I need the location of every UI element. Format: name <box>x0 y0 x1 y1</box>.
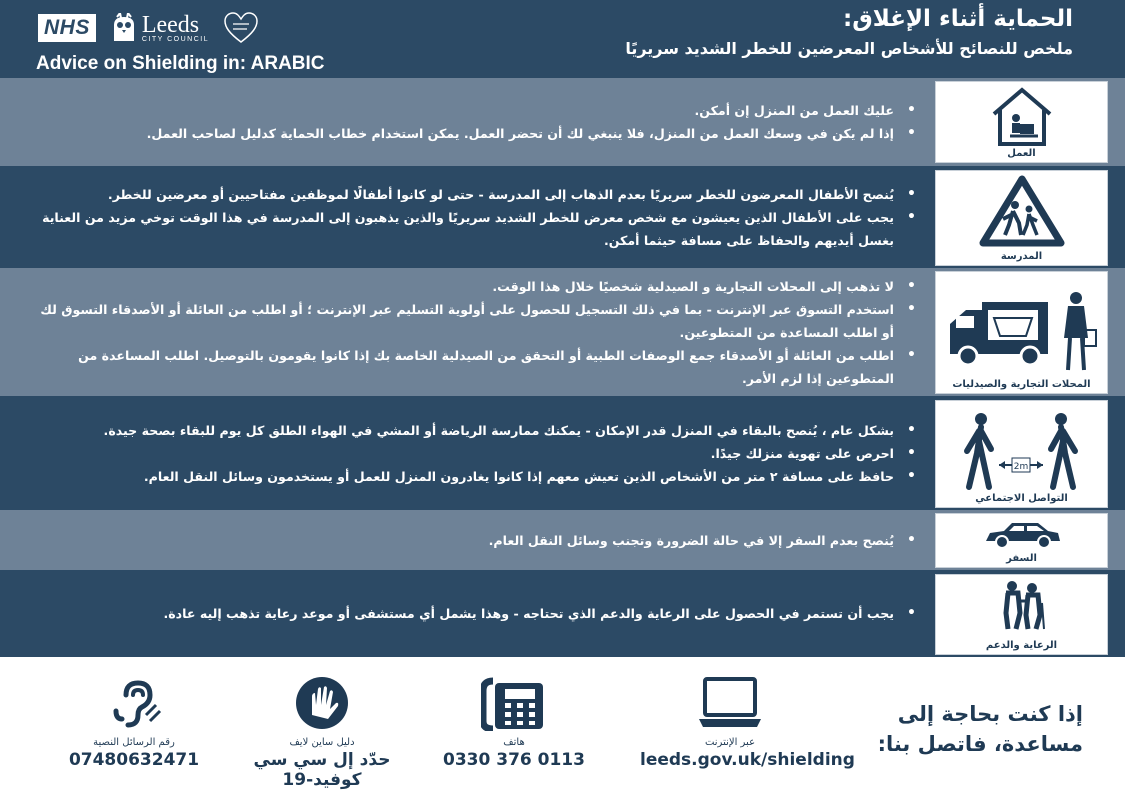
contact-signlive-value[interactable]: حدّد إل سي سي كوفيد-19 <box>253 750 391 790</box>
owl-crest-icon <box>110 13 138 43</box>
shops-list <box>40 275 920 390</box>
list-item: • إذا لم يكن في وسعك العمل من المنزل، فلا ينبغي لك أن تحضر العمل. يمكن استخدام خطاب الحماية كدليل لصاحب العمل. <box>40 122 920 145</box>
carers-icon <box>998 579 1046 631</box>
social-icon-box <box>935 400 1108 508</box>
telephone-icon <box>481 675 547 731</box>
list-item: • يُنصح الأطفال المعرضون للخطر سريريًا بعدم الذهاب إلى المدرسة - حتى لو كانوا أطفالًا لموظفين مفتاحيين أو معرضين للخطر. <box>40 183 920 206</box>
contact-text <box>44 675 224 770</box>
header <box>0 0 1125 78</box>
school-list <box>40 183 920 252</box>
section-school <box>0 166 1125 268</box>
work-label: العمل <box>1007 148 1036 159</box>
contact-signlive-label: دليل ساين لايف <box>289 737 355 748</box>
section-travel <box>0 510 1125 570</box>
delivery-truck-icon <box>942 284 1102 374</box>
cta-line-1: إذا كنت بحاجة إلى <box>897 702 1083 726</box>
travel-label: السفر <box>1006 553 1037 564</box>
section-care <box>0 570 1125 657</box>
list-item: • يُنصح بعدم السفر إلا في حالة الضرورة وتجنب وسائل النقل العام. <box>40 529 920 552</box>
leeds-name: Leeds <box>141 11 200 38</box>
distance-label: 2m <box>1013 462 1028 472</box>
logos <box>38 12 259 44</box>
contact-text-label: رقم الرسائل النصية <box>93 737 175 748</box>
social-distance-icon <box>957 411 1087 491</box>
contact-online-value[interactable]: leeds.gov.uk/shielding <box>640 750 855 770</box>
work-list <box>40 99 920 145</box>
contact-text-value[interactable]: 07480632471 <box>68 750 200 770</box>
care-label: الرعاية والدعم <box>985 640 1058 651</box>
school-icon-box <box>935 170 1108 266</box>
nhs-logo: NHS <box>38 14 96 42</box>
advice-language-label: Advice on Shielding in: ARABIC <box>36 53 325 74</box>
school-label: المدرسة <box>1000 251 1043 262</box>
car-icon <box>982 519 1062 551</box>
shops-label: المحلات التجارية والصيدليات <box>952 379 1091 390</box>
contact-phone-value[interactable]: 0330 376 0113 <box>443 750 585 770</box>
list-item: • احرص على تهوية منزلك جيدًا. <box>40 442 920 465</box>
section-shops <box>0 268 1125 396</box>
list-item: • اطلب من العائلة أو الأصدقاء جمع الوصفات الطبية أو التحقق من الصيدلية الخاصة بك إذا كانوا يقومون بالتوصيل. اطلب المساعدة من المتطوعين إذا لزم الأمر. <box>40 344 920 390</box>
sign-language-icon <box>294 675 350 731</box>
travel-list <box>40 529 920 552</box>
section-social <box>0 396 1125 510</box>
cta-line-2: مساعدة، فاتصل بنا: <box>877 732 1083 756</box>
footer-contacts <box>0 657 1125 795</box>
care-icon-box <box>935 574 1108 655</box>
list-item: • لا تذهب إلى المحلات التجارية و الصيدلية شخصيًا خلال هذا الوقت. <box>40 275 920 298</box>
social-list <box>40 419 920 488</box>
list-item: • بشكل عام ، يُنصح بالبقاء في المنزل قدر الإمكان - يمكنك ممارسة الرياضة أو المشي في الهواء الطلق كل يوم للبقاء بصحة جيدة. <box>40 419 920 442</box>
social-label: التواصل الاجتماعي <box>975 493 1068 504</box>
list-item: • عليك العمل من المنزل إن أمكن. <box>40 99 920 122</box>
contact-signlive <box>232 675 412 790</box>
house-work-icon <box>990 86 1054 146</box>
school-crossing-icon <box>979 175 1065 247</box>
contact-online <box>640 675 855 770</box>
contact-phone <box>424 675 604 770</box>
list-item: • يجب أن تستمر في الحصول على الرعاية والدعم الذي تحتاجه - وهذا يشمل أي مستشفى أو موعد رعاية تذهب إليه عادة. <box>40 602 920 625</box>
list-item: • يجب على الأطفال الذين يعيشون مع شخص معرض للخطر الشديد سريريًا والذين يذهبون إلى المدرسة في هذا الوقت توخي مزيد من العناية بغسل أيديهم والحفاظ على مسافة حيثما أمكن. <box>40 206 920 252</box>
contact-phone-label: هاتف <box>503 737 525 748</box>
list-item: • حافظ على مسافة ٢ متر من الأشخاص الذين تعيش معهم إذا كانوا يغادرون المنزل للعمل أو يستخدمون وسائل النقل العام. <box>40 465 920 488</box>
section-work <box>0 78 1125 166</box>
leeds-sub: CITY COUNCIL <box>141 35 210 43</box>
shops-icon-box <box>935 271 1108 394</box>
work-icon-box <box>935 81 1108 163</box>
list-item: • استخدم التسوق عبر الإنترنت - بما في ذلك التسجيل للحصول على أولوية التسليم عبر الإنترنت ؛ أو اطلب من العائلة أو الأصدقاء التسوق لك أو اطلب المساعدة من المتطوعين. <box>40 298 920 344</box>
hearing-loop-icon <box>106 675 162 731</box>
together-heart-icon <box>223 12 259 44</box>
contact-online-label: عبر الإنترنت <box>704 737 756 748</box>
contact-call-to-action <box>878 699 1083 759</box>
laptop-icon <box>697 675 763 731</box>
leeds-city-council-logo <box>110 13 209 43</box>
page-title: الحماية أثناء الإغلاق: <box>843 6 1073 32</box>
page-subtitle: ملخص للنصائح للأشخاص المعرضين للخطر الشديد سريريًا <box>625 39 1073 58</box>
care-list <box>40 602 920 625</box>
travel-icon-box <box>935 513 1108 568</box>
